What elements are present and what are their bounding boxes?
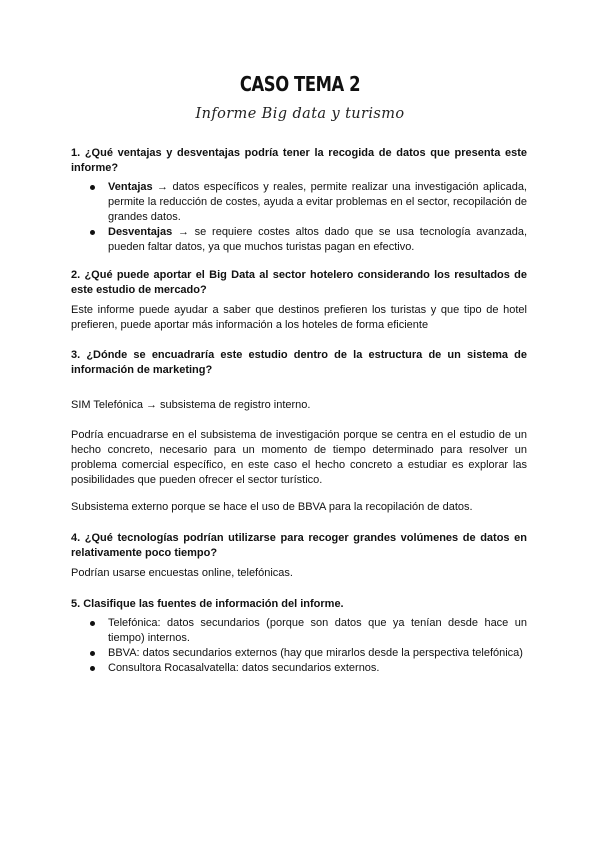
item-text: Consultora Rocasalvatella: datos secundarios externos. <box>108 662 380 674</box>
bullet-icon <box>90 651 95 656</box>
list-item <box>71 180 527 225</box>
answer-4: Podrían usarse encuestas online, telefónicas. <box>71 567 293 579</box>
item-term: Desventajas <box>108 226 173 238</box>
list-item <box>71 646 527 661</box>
document-title: CASO TEMA 2 <box>239 72 361 96</box>
question-1: 1. ¿Qué ventajas y desventajas podría tener la recogida de datos que presenta este informe? <box>71 147 527 174</box>
question-5: 5. Clasifique las fuentes de información del informe. <box>71 598 344 610</box>
answer-3-p3: Subsistema externo porque se hace el uso de BBVA para la recopilación de datos. <box>71 501 473 513</box>
question-1-list <box>71 180 527 255</box>
list-item <box>71 661 527 676</box>
item-text: → datos específicos y reales, permite realizar una investigación aplicada, permite la reducción de costes, ayuda a evitar problemas en el sector, recopilación de grandes datos. <box>108 181 527 223</box>
list-item <box>71 225 527 255</box>
bullet-icon <box>90 621 95 626</box>
question-2: 2. ¿Qué puede aportar el Big Data al sector hotelero considerando los resultados de este estudio de mercado? <box>71 269 527 296</box>
answer-2: Este informe puede ayudar a saber que destinos prefieren los turistas y que tipo de hotel prefieren, puede aportar más información a los hoteles de forma eficiente <box>71 304 527 331</box>
document-subtitle: Informe Big data y turismo <box>195 106 405 122</box>
list-item <box>71 616 527 646</box>
item-text: → se requiere costes altos dado que se usa tecnología avanzada, pueden faltar datos, ya que muchos turistas pagan en efectivo. <box>108 226 527 253</box>
bullet-icon <box>90 666 95 671</box>
answer-3-p2: Podría encuadrarse en el subsistema de investigación porque se centra en el estudio de un hecho concreto, necesario para un momento de tiempo determinado para resolver un problema comercial específico, en este caso el hecho concreto a estudiar es explorar las posibilidades que pueden ofrecer el sector turístico. <box>71 429 527 486</box>
bullet-icon <box>90 230 95 235</box>
question-5-list <box>71 616 527 676</box>
question-4: 4. ¿Qué tecnologías podrían utilizarse para recoger grandes volúmenes de datos en relativamente poco tiempo? <box>71 532 527 559</box>
answer-3-p1: SIM Telefónica → subsistema de registro interno. <box>71 399 311 411</box>
question-3: 3. ¿Dónde se encuadraría este estudio dentro de la estructura de un sistema de información de marketing? <box>71 349 527 376</box>
bullet-icon <box>90 185 95 190</box>
item-text: Telefónica: datos secundarios (porque son datos que ya tenían desde hace un tiempo) internos. <box>108 617 527 644</box>
item-text: BBVA: datos secundarios externos (hay que mirarlos desde la perspectiva telefónica) <box>108 647 523 659</box>
item-term: Ventajas <box>108 181 153 193</box>
